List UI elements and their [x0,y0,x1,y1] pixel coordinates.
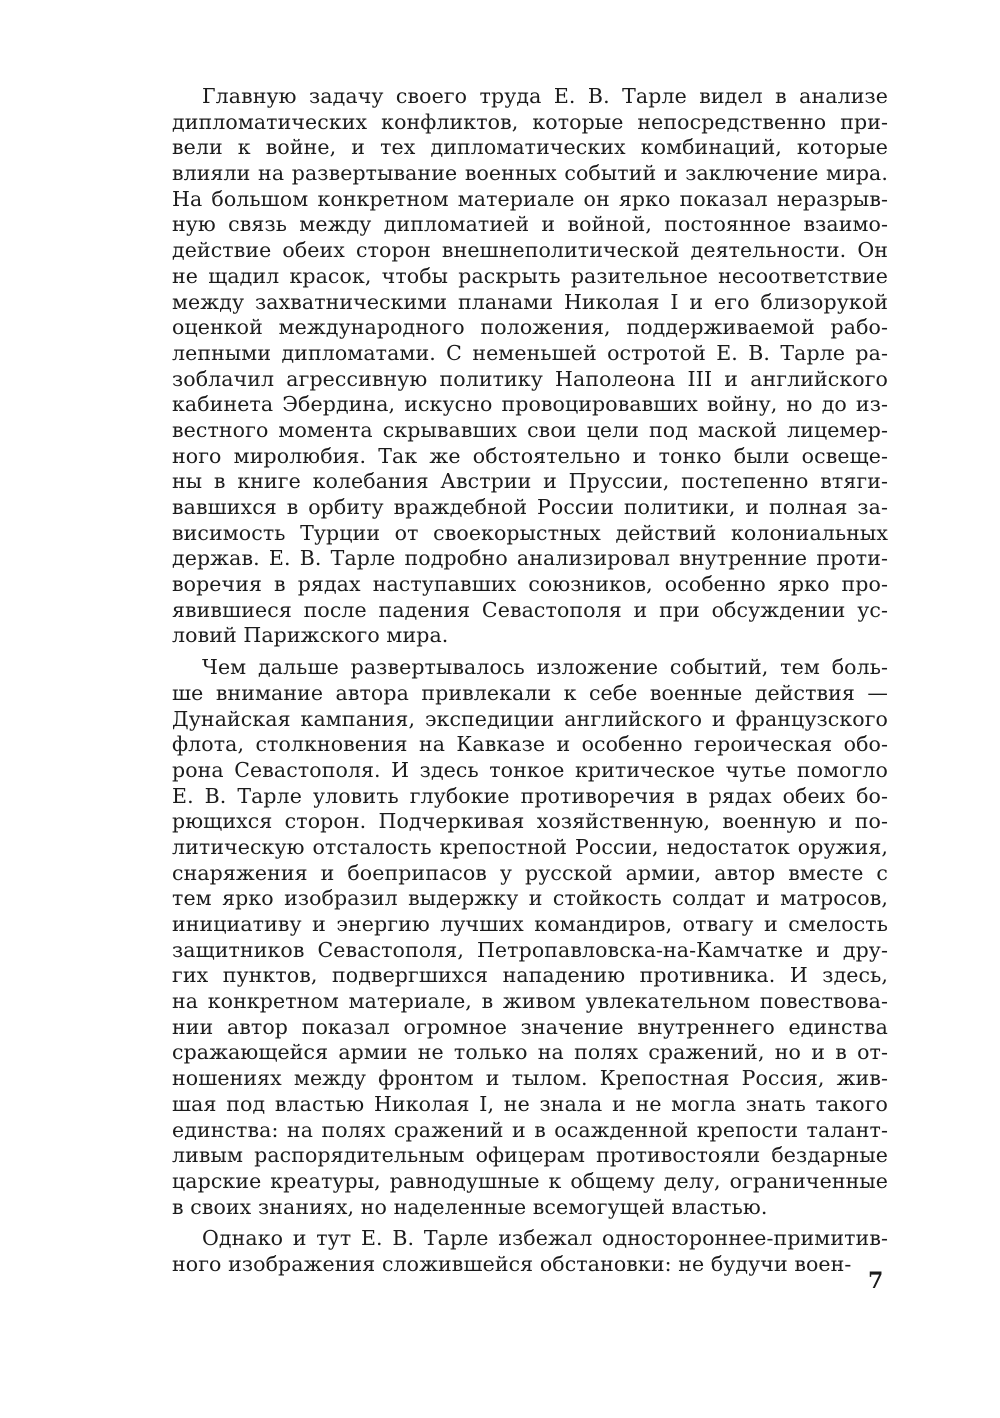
text-line: влияли на развертывание военных событий и заключение мира. [172,161,888,186]
text-line: рона Севастополя. И здесь тонкое критическое чутье помогло [172,757,888,782]
text-line: висимость Турции от своекорыстных действий колониальных [172,520,888,545]
text-line: на конкретном материале, в живом увлекательном повествова- [172,989,888,1014]
text-line: Е. В. Тарле уловить глубокие противоречия в рядах обеих бо- [172,783,888,808]
text-line: дипломатических конфликтов, которые непосредственно при- [172,109,888,134]
text-line: Однако и тут Е. В. Тарле избежал одностороннее-примитив- [202,1226,888,1251]
text-line: ношениях между фронтом и тылом. Крепостная Россия, жив- [172,1066,888,1091]
text-line: снаряжения и боеприпасов у русской армии, автор вместе с [172,860,888,885]
text-line: воречия в рядах наступавших союзников, особенно ярко про- [172,572,888,597]
text-line: оценкой международного положения, поддерживаемой рабо- [172,315,888,340]
paragraph [172,84,888,649]
text-line: Дунайская кампания, экспедиции английского и французского [172,706,888,731]
text-line: флота, столкновения на Кавказе и особенно героическая обо- [172,732,888,757]
body-text [172,84,888,1278]
text-line: Главную задачу своего труда Е. В. Тарле видел в анализе [202,84,888,108]
text-line: держав. Е. В. Тарле подробно анализировал внутренние проти- [172,546,888,571]
text-line: в своих знаниях, но наделенные всемогущей властью. [172,1194,768,1219]
text-line: вавшихся в орбиту враждебной России политики, и полная за- [172,495,888,519]
text-line: Чем дальше развертывалось изложение событий, тем боль- [202,655,888,680]
text-line: вели к войне, и тех дипломатических комбинаций, которые [172,135,888,160]
text-line: На большом конкретном материале он ярко показал неразрыв- [172,186,888,211]
text-line: вестного момента скрывавших свои цели под маской лицемер- [172,417,888,442]
text-line: ны в книге колебания Австрии и Пруссии, постепенно втяги- [172,469,888,494]
text-line: ливым распорядительным офицерам противостояли бездарные [172,1143,888,1168]
text-line: литическую отсталость крепостной России, недостаток оружия, [172,834,888,859]
text-line: единства: на полях сражений и в осажденной крепости талант- [172,1117,888,1142]
text-line: инициативу и энергию лучших командиров, отвагу и смелость [172,912,888,936]
paragraph [172,1226,888,1277]
text-line: действие обеих сторон внешнеполитической деятельности. Он [172,238,888,263]
text-line: нии автор показал огромное значение внутреннего единства [172,1014,888,1039]
text-line: ловий Парижского мира. [172,623,449,648]
text-line: явившиеся после падения Севастополя и при обсуждении ус- [172,597,888,622]
text-line: ную связь между дипломатией и войной, постоянное взаимо- [172,212,888,237]
text-line: сражающейся армии не только на полях сражений, но и в от- [172,1040,888,1065]
text-line: защитников Севастополя, Петропавловска-на-Камчатке и дру- [172,937,888,962]
text-line: ше внимание автора привлекали к себе военные действия — [172,680,888,705]
text-line: гих пунктов, подвергшихся нападению противника. И здесь, [172,963,888,988]
page-number: 7 [868,1268,884,1294]
text-line: кабинета Эбердина, искусно провоцировавших войну, но до из- [172,392,888,417]
text-line: царские креатуры, равнодушные к общему делу, ограниченные [172,1168,888,1193]
paragraph [172,655,888,1220]
text-line: шая под властью Николая I, не знала и не могла знать такого [172,1091,888,1116]
text-line: тем ярко изобразил выдержку и стойкость солдат и матросов, [172,886,888,911]
text-line: между захватническими планами Николая I и его близорукой [172,289,888,314]
text-line: ного изображения сложившейся обстановки: не будучи воен- [172,1251,852,1276]
text-line: ного миролюбия. Так же обстоятельно и тонко были освеще- [172,443,888,468]
text-line: лепными дипломатами. С неменьшей остротой Е. В. Тарле ра- [172,340,888,365]
text-line: зоблачил агрессивную политику Наполеона III и английского [172,366,888,391]
text-line: не щадил красок, чтобы раскрыть разительное несоответствие [172,263,888,288]
text-line: рющихся сторон. Подчеркивая хозяйственную, военную и по- [172,809,888,834]
